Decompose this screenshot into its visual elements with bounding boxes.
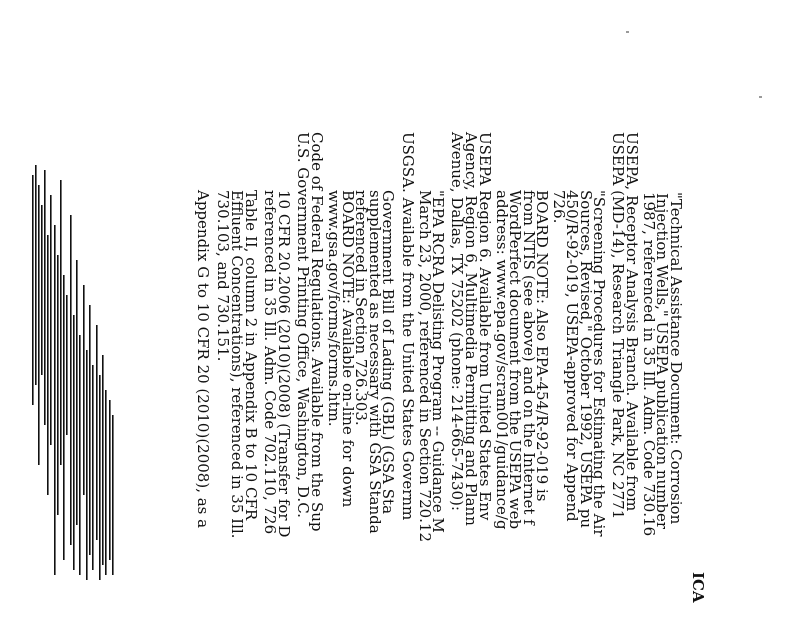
running-title: ICA [689, 572, 707, 603]
barcode-stripe [54, 225, 56, 575]
text-line: Appendix G to 10 CFR 20 (2010)(2008), as a [194, 190, 212, 529]
barcode-stripe [44, 170, 46, 425]
text-line: "Technical Assistance Document: Corrosion [667, 192, 685, 525]
text-line: Injection Wells," USEPA publication number [653, 193, 671, 530]
text-line: 726. [550, 190, 568, 224]
text-line: 450/R-92-019, USEPA-approved for Append [563, 190, 581, 522]
text-line: BOARD NOTE: Available on-line for down [339, 190, 357, 508]
text-line: Sources, Revised," October 1992, USEPA pu [577, 190, 595, 529]
barcode-stripe [83, 285, 85, 495]
text-line: 730.103, and 730.151. [214, 190, 232, 362]
barcode-stripe [99, 375, 101, 580]
text-line: Avenue, Dallas, TX 75202 (phone: 214-665-7430): [448, 132, 466, 511]
barcode-stripe [57, 255, 59, 515]
barcode-stripe [112, 415, 114, 575]
text-line: USEPA (MD-14), Research Triangle Park, NC 2771 [609, 132, 627, 520]
text-line: Effluent Concentrations), referenced in 35 Ill. [228, 190, 246, 539]
barcode-stripe [76, 260, 78, 525]
text-line: from NTIS (see above) and on the Internet f [520, 190, 538, 525]
text-line: referenced in 35 Ill. Adm. Code 702.110, 726 [261, 190, 279, 535]
text-line: BOARD NOTE: Also EPA-454/R-92-019 is [533, 190, 551, 502]
text-line: USGSA. Available from the United States Governm [399, 132, 417, 521]
barcode-stripe-image [30, 165, 120, 585]
text-line: USEPA, Receptor Analysis Branch. Available from [623, 132, 641, 512]
barcode-stripe [102, 355, 104, 565]
text-line: referenced in Section 726.303. [352, 190, 370, 426]
barcode-stripe [86, 350, 88, 580]
barcode-stripe [109, 400, 111, 560]
text-line: Agency, Region 6, Multimedia Permitting and Plann [462, 132, 480, 526]
text-line: Government Bill of Lading (GBL) (GSA Sta [379, 190, 397, 515]
barcode-stripe [47, 235, 49, 495]
barcode-stripe [96, 325, 98, 540]
barcode-stripe [32, 175, 34, 405]
barcode-stripe [63, 275, 65, 560]
text-line: Table II, column 2 in Appendix B to 10 CFR [242, 190, 260, 521]
text-line: March 23, 2000, referenced in Section 720.12 [416, 190, 434, 543]
text-line: "EPA RCRA Delisting Program -- Guidance M [429, 190, 447, 533]
barcode-stripe [92, 365, 94, 570]
text-line: supplemented as necessary with GSA Standa [366, 190, 384, 534]
text-line: www.gsa.gov/forms/forms.htm. [325, 190, 343, 427]
text-line: WordPerfect document from the USEPA web [506, 190, 524, 530]
barcode-stripe [38, 185, 40, 465]
barcode-stripe [66, 295, 68, 435]
barcode-stripe [50, 195, 52, 445]
text-line: Code of Federal Regulations. Available from the Sup [308, 132, 326, 532]
barcode-stripe [105, 390, 107, 575]
barcode-stripe [79, 335, 81, 575]
barcode-stripe [60, 180, 62, 465]
barcode-stripe [89, 305, 91, 555]
barcode-stripe [73, 315, 75, 570]
text-line: "Screening Procedures for Estimating the Air [590, 190, 608, 537]
text-line: 10 CFR 20.2006 (2010)(2008) (Transfer for D [275, 190, 293, 538]
text-line: U.S. Government Printing Office, Washington, D.C. [294, 132, 312, 518]
text-line: 1987, referenced in 35 Ill. Adm. Code 730.16 [640, 192, 658, 537]
text-line: address: www.epa.gov/scram001/guidance/g [493, 190, 511, 530]
barcode-stripe [70, 215, 72, 545]
barcode-stripe [35, 165, 37, 385]
scan-speck [626, 31, 629, 33]
scan-speck [759, 96, 762, 98]
barcode-stripe [41, 205, 43, 375]
text-line: USEPA Region 6. Available from United States Env [476, 132, 494, 521]
